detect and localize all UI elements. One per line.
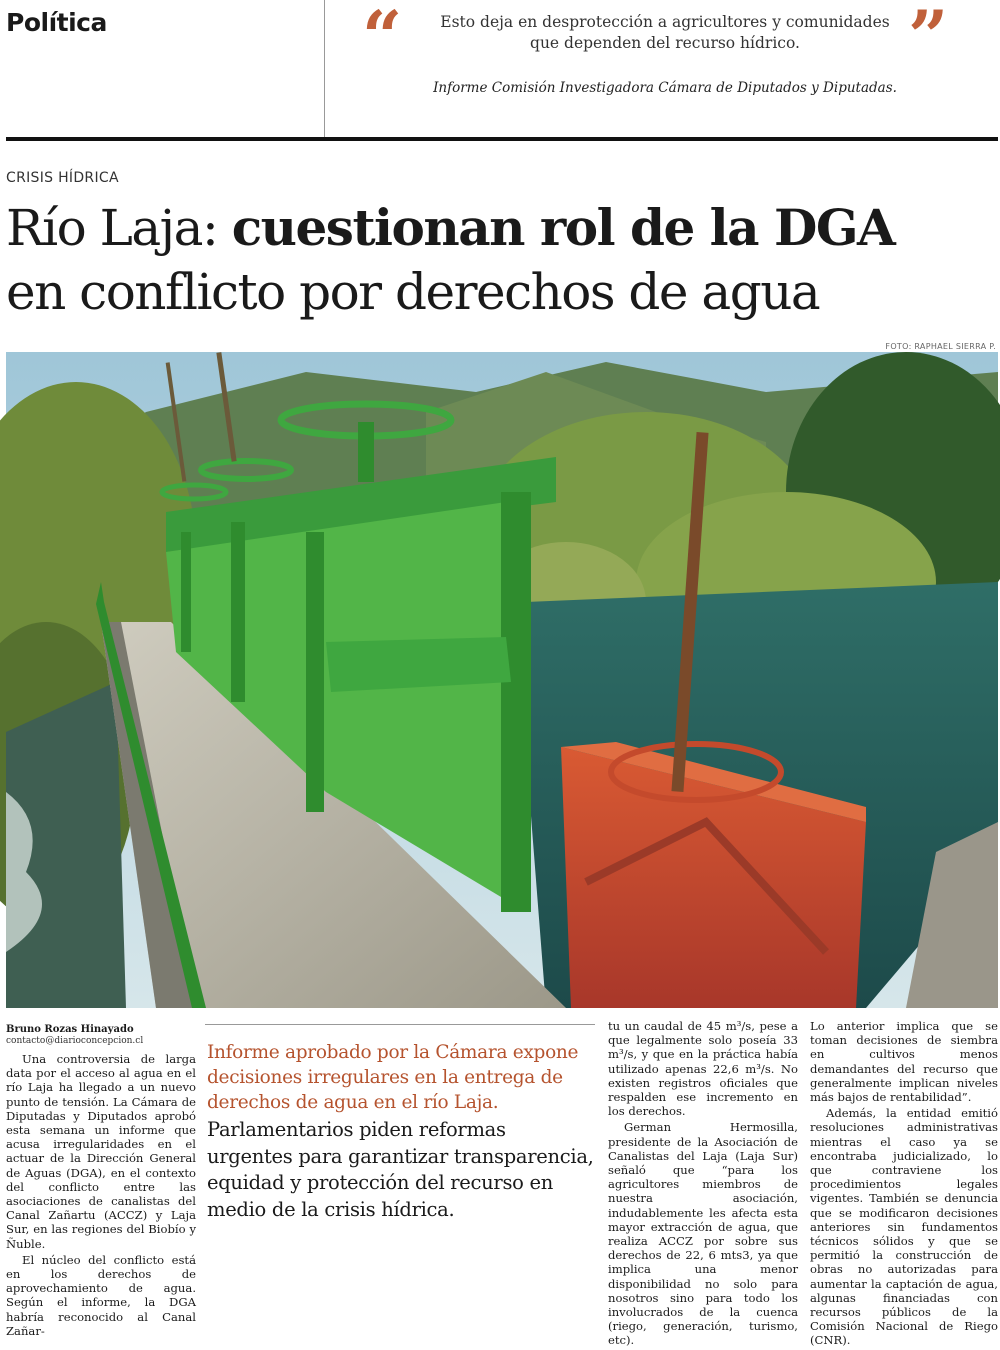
author-email[interactable]: contacto@diarioconcepcion.cl: [6, 1036, 144, 1046]
header-divider: [324, 0, 325, 137]
paragraph: tu un caudal de 45 m³/s, pese a que legalmente solo poseía 33 m³/s, y que en la práctica había utilizado apenas 22,6 m³/s. No existen registros oficiales que respalden ese incremento en los derechos.: [608, 1019, 798, 1119]
deck-summary: Parlamentarios piden reformas urgentes para garantizar transparencia, equidad y protección del recurso en medio de la crisis hídrica.: [207, 1118, 594, 1221]
pull-quote: Esto deja en desprotección a agricultores y comunidades que dependen del recurso hídrico.: [440, 13, 890, 52]
headline-light: Río Laja:: [6, 199, 232, 257]
deck-highlight: Informe aprobado por la Cámara expone decisiones irregulares en la entrega de derechos de agua en el río Laja.: [207, 1042, 579, 1113]
article-photo: [6, 352, 998, 1008]
paragraph: German Hermosilla, presidente de la Asociación de Canalistas del Laja (Laja Sur) señaló que “para los agricultores miembros de nuestra asociación, indudablemente les afecta esta mayor extracción de agua, que realiza ACCZ por sobre sus derechos de 22, 6 mts3, ya que implica una menor disponibilidad no solo para nosotros sino para todo los involucrados de la cuenca (riego, generación, turismo, etc).: [608, 1120, 798, 1348]
close-quote-icon: ”: [908, 0, 949, 78]
pull-quote-source: Informe Comisión Investigadora Cámara de Diputados y Diputadas.: [433, 80, 897, 96]
article-kicker: CRISIS HÍDRICA: [6, 170, 119, 186]
photo-credit: FOTO: RAPHAEL SIERRA P.: [885, 342, 996, 351]
section-title: Política: [6, 8, 107, 37]
headline-bold: cuestionan rol de la DGA: [231, 198, 895, 257]
deck-rule: [205, 1024, 595, 1025]
author-name: Bruno Rozas Hinayado: [6, 1024, 134, 1035]
headline-line2: en conflicto por derechos de agua: [6, 263, 820, 321]
body-column-4: [810, 1019, 998, 1350]
header-rule: [6, 137, 998, 141]
body-column-1: [6, 1052, 196, 1340]
paragraph: Una controversia de larga data por el acceso al agua en el río Laja ha llegado a un nuevo punto de tensión. La Cámara de Diputadas y Diputados aprobó esta semana un informe que acusa irregularidades en el actuar de la Dirección General de Aguas (DGA), en el contexto del conflicto entre las asociaciones de canalistas del Canal Zañartu (ACCZ) y Laja Sur, en las regiones del Biobío y Ñuble.: [6, 1052, 196, 1251]
article-deck: [207, 1040, 597, 1223]
article-headline: [6, 196, 996, 324]
paragraph: El núcleo del conflicto está en los derechos de aprovechamiento de agua. Según el informe, la DGA habría reconocido al Canal Zañar-: [6, 1252, 196, 1338]
paragraph: Además, la entidad emitió resoluciones administrativas mientras el caso ya se encontraba judicializado, lo que contraviene los procedimientos legales vigentes. También se denuncia que se modificaron decisiones anteriores sin fundamentos técnicos sólidos y que se permitió la construcción de obras no autorizadas para aumentar la captación de agua, algunas financiadas con recursos públicos de la Comisión Nacional de Riego (CNR).: [810, 1106, 998, 1348]
paragraph: Lo anterior implica que se toman decisiones de siembra en cultivos menos demandantes del recurso que generalmente implican niveles más bajos de rentabilidad”.: [810, 1019, 998, 1105]
open-quote-icon: “: [362, 0, 403, 78]
body-column-3: [608, 1019, 798, 1350]
